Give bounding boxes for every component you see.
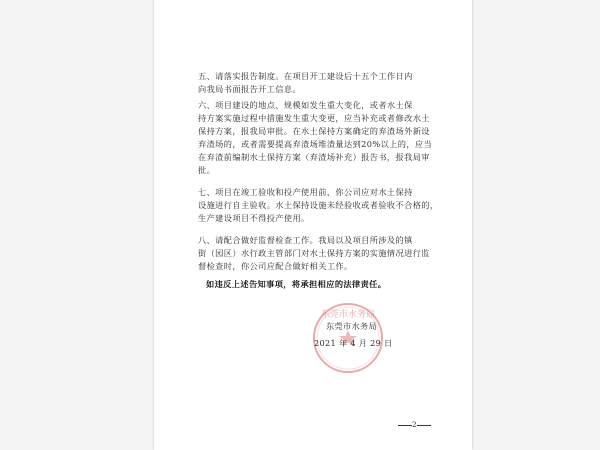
text-line: 设施进行自主验收。水土保持设施未经验收或者验收不合格的， — [198, 200, 439, 210]
text-line: 街（园区）水行政主管部门对水土保持方案的实施情况进行监 — [198, 248, 430, 258]
page-number — [398, 420, 431, 429]
text-line: 保持方案，报我局审批。在水土保持方案确定的弃渣场外新设 — [198, 126, 430, 136]
document-date: 2021 年 4 月 29 日 — [314, 338, 393, 348]
text-line: 向我局书面报告开工信息。 — [198, 84, 302, 94]
signature-org: 东莞市水务局 — [326, 321, 377, 331]
text-line: 在弃渣前编制水土保持方案（弃渣场补充）报告书，报我局审 — [198, 152, 430, 162]
text-line: 五、请落实报告制度。在项目开工建设后十五个工作日内 — [198, 71, 413, 81]
text-line: 生产建设项目不得投产使用。 — [198, 213, 310, 223]
text-line: 七、项目在竣工验收和投产使用前，你公司应对水土保持 — [198, 187, 413, 197]
text-line: 弃渣场的，或者需要提高弃渣场堆渣量达到20%以上的，应当 — [198, 139, 433, 149]
text-line: 批。 — [198, 165, 216, 175]
legal-warning: 如违反上述告知事项，将承担相应的法律责任。 — [206, 279, 387, 289]
page-number-value: 2 — [412, 420, 417, 429]
text-line: 八、请配合做好监督检查工作。我局以及项目所涉及的镇 — [198, 235, 413, 245]
text-line: 持方案实施过程中措施发生重大变更，应当补充或者修改水土 — [198, 113, 430, 123]
seal-text: 东莞市水务局 — [320, 310, 376, 320]
document-page — [154, 0, 472, 450]
text-line: 六、项目建设的地点、规模如发生重大变化，或者水土保 — [198, 100, 413, 110]
text-line: 督检查时，你公司应配合做好相关工作。 — [198, 261, 353, 271]
